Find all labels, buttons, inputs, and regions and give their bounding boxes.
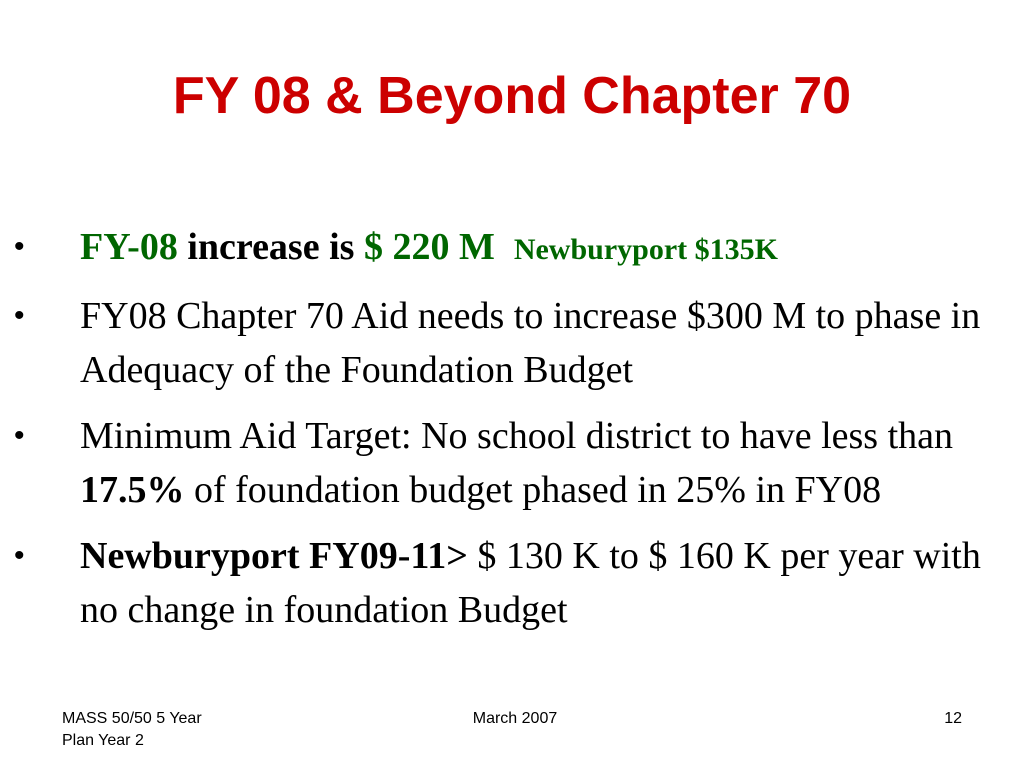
minimum-aid-text-after: of foundation budget phased in 25% in FY08: [184, 469, 882, 511]
bullet-item-minimum-aid: [0, 409, 1024, 517]
newburyport-amount: Newburyport $135K: [513, 233, 778, 266]
footer-date: March 2007: [472, 710, 558, 727]
bullet-item-aid-increase: [0, 289, 1024, 397]
bullet-icon: •: [14, 419, 25, 452]
fy08-label: FY-08: [80, 226, 178, 268]
newburyport-fy09-text: $ 130 K to $ 160 K per year with no change in foundation Budget: [80, 535, 981, 631]
bullet-icon: •: [14, 299, 25, 332]
newburyport-fy09-label: Newburyport FY09-11>: [80, 535, 468, 577]
page-number: 12: [944, 710, 962, 727]
footer-left-line2: Plan Year 2: [62, 732, 144, 749]
aid-increase-text: FY08 Chapter 70 Aid needs to increase $300 M to phase in Adequacy of the Foundation Budget: [80, 295, 981, 391]
bullet-icon: •: [14, 539, 25, 572]
increase-amount: $ 220 M: [363, 226, 495, 268]
minimum-aid-text-before: Minimum Aid Target: No school district to have less than: [80, 415, 954, 457]
increase-text: increase is: [177, 226, 364, 268]
bullet-item-newburyport-fy09: [0, 529, 1024, 637]
minimum-aid-percent: 17.5%: [80, 469, 185, 511]
footer-left-line1: MASS 50/50 5 Year: [62, 710, 202, 727]
bullet-list: [0, 220, 1024, 649]
bullet-item-fy08-increase: [0, 220, 1024, 277]
bullet-icon: •: [14, 230, 25, 263]
slide-title: FY 08 & Beyond Chapter 70: [172, 67, 852, 125]
footer-left: [62, 708, 262, 752]
